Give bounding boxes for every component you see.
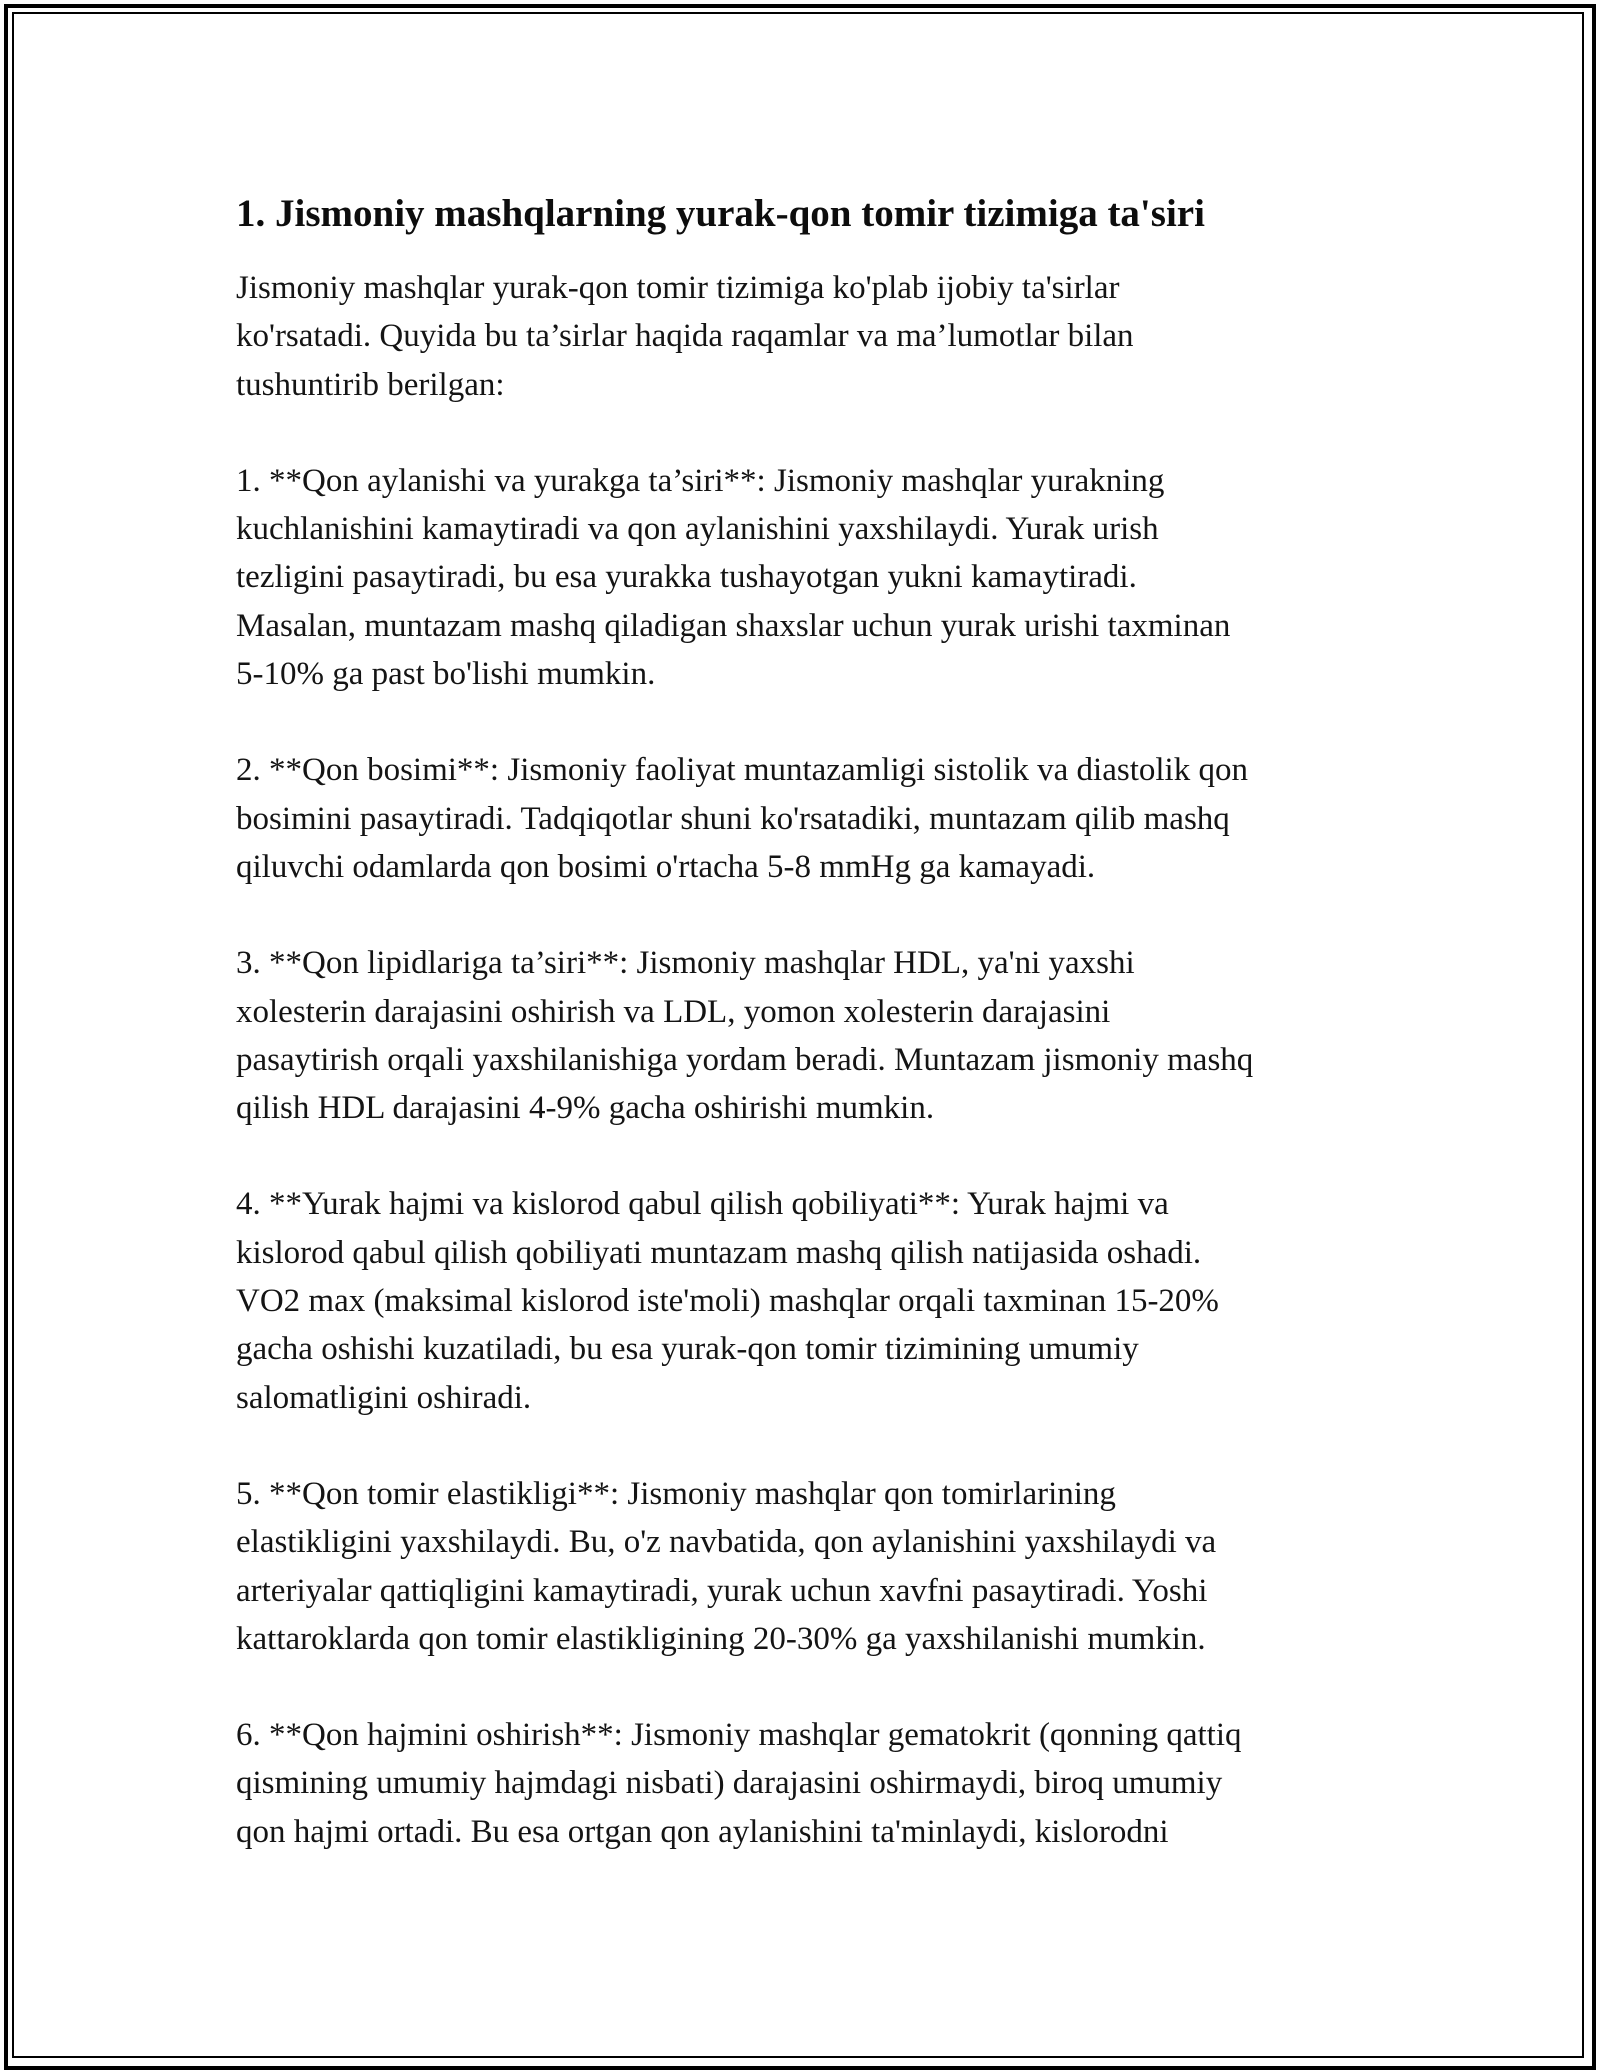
paragraph-line: Masalan, muntazam mashq qiladigan shaxslar uchun yurak urishi taxminan bbox=[236, 607, 1231, 644]
paragraph-line: 1. **Qon aylanishi va yurakga ta’siri**: Jismoniy mashqlar yurakning bbox=[236, 462, 1165, 499]
paragraph-line: Jismoniy mashqlar yurak-qon tomir tizimiga ko'plab ijobiy ta'sirlar bbox=[236, 270, 1120, 306]
paragraph-line: 5. **Qon tomir elastikligi**: Jismoniy mashqlar qon tomirlarining bbox=[236, 1475, 1116, 1512]
paragraph-line: tushuntirib berilgan: bbox=[236, 366, 505, 403]
paragraph-line: qismining umumiy hajmdagi nisbati) darajasini oshirmaydi, biroq umumiy bbox=[236, 1765, 1223, 1802]
paragraph-line: 4. **Yurak hajmi va kislorod qabul qilish qobiliyati**: Yurak hajmi va bbox=[236, 1186, 1169, 1223]
section-6-paragraph bbox=[236, 1711, 1396, 1856]
paragraph-line: 6. **Qon hajmini oshirish**: Jismoniy mashqlar gematokrit (qonning qattiq bbox=[236, 1717, 1242, 1754]
paragraph-line: kattaroklarda qon tomir elastikligining 20-30% ga yaxshilanishi mumkin. bbox=[236, 1620, 1206, 1657]
paragraph-line: 5-10% ga past bo'lishi mumkin. bbox=[236, 656, 656, 693]
paragraph-line: tezligini pasaytiradi, bu esa yurakka tushayotgan yukni kamaytiradi. bbox=[236, 559, 1137, 596]
paragraph-line: gacha oshishi kuzatiladi, bu esa yurak-qon tomir tizimining umumiy bbox=[236, 1331, 1139, 1368]
section-2-paragraph bbox=[236, 746, 1396, 891]
section-5-paragraph bbox=[236, 1470, 1396, 1663]
paragraph-line: xolesterin darajasini oshirish va LDL, yomon xolesterin darajasini bbox=[236, 993, 1111, 1030]
paragraph-line: kislorod qabul qilish qobiliyati muntazam mashq qilish natijasida oshadi. bbox=[236, 1234, 1202, 1271]
paragraph-line: qon hajmi ortadi. Bu esa ortgan qon aylanishini ta'minlaydi, kislorodni bbox=[236, 1813, 1169, 1850]
paragraph-line: salomatligini oshiradi. bbox=[236, 1379, 532, 1416]
paragraph-line: qiluvchi odamlarda qon bosimi o'rtacha 5-8 mmHg ga kamayadi. bbox=[236, 848, 1096, 885]
intro-paragraph bbox=[236, 264, 1396, 409]
section-4-paragraph bbox=[236, 1180, 1396, 1421]
document-title: 1. Jismoniy mashqlarning yurak-qon tomir tizimiga ta'siri bbox=[236, 192, 1205, 235]
paragraph-line: 2. **Qon bosimi**: Jismoniy faoliyat muntazamligi sistolik va diastolik qon bbox=[236, 752, 1248, 789]
paragraph-line: ko'rsatadi. Quyida bu ta’sirlar haqida raqamlar va ma’lumotlar bilan bbox=[236, 318, 1134, 355]
paragraph-line: arteriyalar qattiqligini kamaytiradi, yurak uchun xavfni pasaytiradi. Yoshi bbox=[236, 1572, 1208, 1609]
paragraph-line: kuchlanishini kamaytiradi va qon aylanishini yaxshilaydi. Yurak urish bbox=[236, 511, 1159, 548]
paragraph-line: 3. **Qon lipidlariga ta’siri**: Jismoniy mashqlar HDL, ya'ni yaxshi bbox=[236, 945, 1135, 982]
paragraph-line: qilish HDL darajasini 4-9% gacha oshirishi mumkin. bbox=[236, 1090, 935, 1127]
section-3-paragraph bbox=[236, 939, 1396, 1132]
paragraph-line: bosimini pasaytiradi. Tadqiqotlar shuni ko'rsatadiki, muntazam qilib mashq bbox=[236, 800, 1230, 837]
paragraph-line: elastikligini yaxshilaydi. Bu, o'z navbatida, qon aylanishini yaxshilaydi va bbox=[236, 1524, 1217, 1561]
section-1-paragraph bbox=[236, 457, 1396, 698]
paragraph-line: pasaytirish orqali yaxshilanishiga yordam beradi. Muntazam jismoniy mashq bbox=[236, 1041, 1254, 1078]
paragraph-line: VO2 max (maksimal kislorod iste'moli) mashqlar orqali taxminan 15-20% bbox=[236, 1283, 1219, 1320]
document-page bbox=[236, 186, 1396, 1904]
